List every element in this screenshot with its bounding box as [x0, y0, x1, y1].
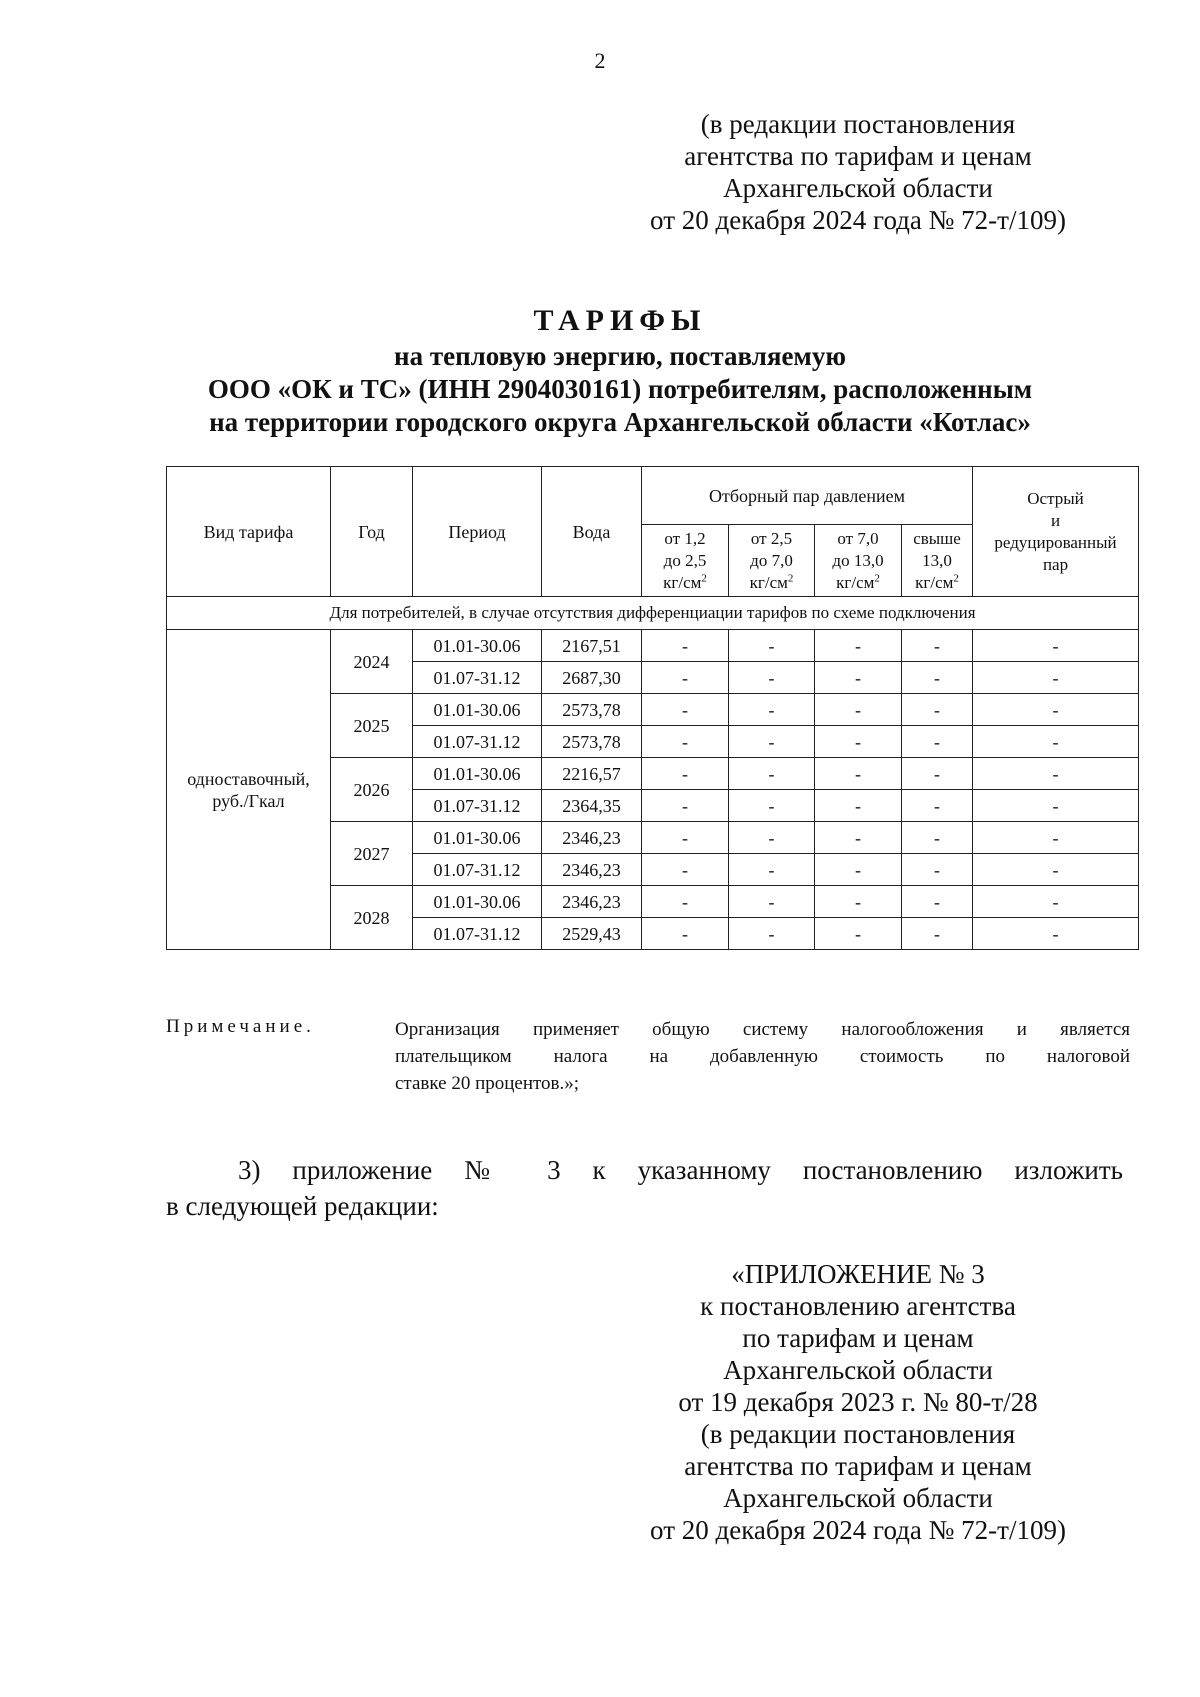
empty-value-cell: -	[815, 854, 902, 886]
appendix-line: Архангельской области	[723, 1355, 993, 1385]
period-cell: 01.07-31.12	[413, 854, 542, 886]
appendix-line: от 19 декабря 2023 г. № 80-т/28	[678, 1387, 1038, 1417]
appendix-line: к постановлению агентства	[700, 1291, 1016, 1321]
section-title: Для потребителей, в случае отсутствия дифференциации тарифов по схеме подключения	[167, 597, 1139, 630]
paragraph-line: в следующей редакции:	[166, 1191, 439, 1221]
empty-value-cell: -	[815, 758, 902, 790]
header-line: пар	[1042, 554, 1069, 574]
superscript: 2	[701, 571, 707, 584]
document-title	[120, 302, 1120, 439]
header-water: Вода	[542, 467, 642, 597]
header-period: Период	[413, 467, 542, 597]
appendix-line: (в редакции постановления	[700, 1419, 1016, 1449]
empty-value-cell: -	[902, 918, 973, 950]
header-line: до 2,5	[663, 550, 707, 570]
header-line: до 7,0	[750, 550, 793, 570]
data-rows	[167, 630, 1139, 950]
header-unit: кг/см	[749, 572, 788, 592]
appendix-header	[608, 1258, 1108, 1546]
water-cell: 2573,78	[542, 726, 642, 758]
edition-line: от 20 декабря 2024 года № 72-т/109)	[650, 205, 1066, 235]
empty-value-cell: -	[902, 758, 973, 790]
superscript: 2	[874, 571, 880, 584]
empty-value-cell: -	[729, 630, 815, 662]
water-cell: 2687,30	[542, 662, 642, 694]
empty-value-cell: -	[815, 694, 902, 726]
empty-value-cell: -	[902, 726, 973, 758]
empty-value-cell: -	[729, 790, 815, 822]
header-unit: кг/см	[836, 572, 875, 592]
note-line: плательщиком налога на добавленную стоимость по налоговой	[395, 1046, 1130, 1067]
empty-value-cell: -	[902, 790, 973, 822]
header-line: от 2,5	[750, 528, 793, 548]
header-line: от 7,0	[837, 528, 879, 548]
empty-value-cell: -	[642, 854, 729, 886]
header-year: Год	[331, 467, 413, 597]
appendix-line: Архангельской области	[723, 1483, 993, 1513]
water-cell: 2216,57	[542, 758, 642, 790]
header-pressure-1	[642, 525, 729, 597]
empty-value-cell: -	[729, 886, 815, 918]
empty-value-cell: -	[729, 662, 815, 694]
tariff-label-line: одноставочный,	[187, 768, 310, 789]
appendix-line: «ПРИЛОЖЕНИЕ № 3	[731, 1259, 985, 1289]
period-cell: 01.07-31.12	[413, 662, 542, 694]
empty-value-cell: -	[642, 726, 729, 758]
header-unit: кг/см	[663, 572, 702, 592]
period-cell: 01.07-31.12	[413, 726, 542, 758]
year-cell: 2025	[331, 694, 413, 758]
empty-value-cell: -	[973, 918, 1139, 950]
year-cell: 2024	[331, 630, 413, 694]
title-line: на территории городского округа Архангельской области «Котлас»	[209, 407, 1031, 437]
note-label: Примечание.	[166, 1016, 315, 1037]
header-unit: кг/см	[915, 572, 954, 592]
year-cell: 2027	[331, 822, 413, 886]
header-tariff-type: Вид тарифа	[167, 467, 331, 597]
tariff-type-cell	[167, 630, 331, 950]
superscript: 2	[787, 571, 794, 584]
header-pressure-2	[729, 525, 815, 597]
edition-note-top	[608, 108, 1108, 236]
empty-value-cell: -	[642, 822, 729, 854]
empty-value-cell: -	[902, 822, 973, 854]
water-cell: 2346,23	[542, 822, 642, 854]
empty-value-cell: -	[642, 758, 729, 790]
empty-value-cell: -	[902, 694, 973, 726]
empty-value-cell: -	[973, 726, 1139, 758]
year-cell: 2028	[331, 886, 413, 950]
paragraph-3	[166, 1152, 1123, 1224]
header-line: от 1,2	[664, 528, 706, 548]
empty-value-cell: -	[973, 886, 1139, 918]
header-pressure-3	[815, 525, 902, 597]
empty-value-cell: -	[729, 726, 815, 758]
empty-value-cell: -	[973, 758, 1139, 790]
note-line: ставке 20 процентов.»;	[395, 1073, 580, 1094]
period-cell: 01.01-30.06	[413, 630, 542, 662]
empty-value-cell: -	[729, 918, 815, 950]
water-cell: 2346,23	[542, 886, 642, 918]
empty-value-cell: -	[729, 694, 815, 726]
paragraph-line: 3) приложение № 3 к указанному постановлению изложить	[238, 1155, 1123, 1185]
empty-value-cell: -	[642, 790, 729, 822]
header-line: редуцированный	[994, 532, 1117, 552]
empty-value-cell: -	[815, 822, 902, 854]
empty-value-cell: -	[729, 854, 815, 886]
empty-value-cell: -	[902, 854, 973, 886]
appendix-line: от 20 декабря 2024 года № 72-т/109)	[650, 1515, 1066, 1545]
edition-line: агентства по тарифам и ценам	[684, 141, 1032, 171]
page-number: 2	[594, 48, 606, 73]
title-line: ООО «ОК и ТС» (ИНН 2904030161) потребителям, расположенным	[207, 374, 1033, 404]
period-cell: 01.01-30.06	[413, 694, 542, 726]
tariff-table	[166, 466, 1139, 950]
empty-value-cell: -	[973, 790, 1139, 822]
title-main: ТАРИФЫ	[533, 304, 707, 337]
appendix-line: по тарифам и ценам	[742, 1323, 974, 1353]
empty-value-cell: -	[642, 662, 729, 694]
title-line: на тепловую энергию, поставляемую	[394, 341, 846, 371]
note-text	[395, 1016, 1130, 1097]
empty-value-cell: -	[729, 758, 815, 790]
header-line: до 13,0	[832, 550, 884, 570]
header-line: 13,0	[922, 550, 952, 570]
period-cell: 01.01-30.06	[413, 758, 542, 790]
empty-value-cell: -	[815, 662, 902, 694]
header-sharp-steam	[973, 467, 1139, 597]
header-line: свыше	[913, 528, 961, 548]
water-cell: 2529,43	[542, 918, 642, 950]
header-pressure-4	[902, 525, 973, 597]
superscript: 2	[953, 571, 959, 584]
empty-value-cell: -	[902, 630, 973, 662]
period-cell: 01.01-30.06	[413, 886, 542, 918]
empty-value-cell: -	[902, 662, 973, 694]
water-cell: 2573,78	[542, 694, 642, 726]
empty-value-cell: -	[729, 822, 815, 854]
header-line: и	[1050, 510, 1061, 530]
empty-value-cell: -	[642, 886, 729, 918]
empty-value-cell: -	[642, 918, 729, 950]
empty-value-cell: -	[973, 662, 1139, 694]
appendix-line: агентства по тарифам и ценам	[684, 1451, 1032, 1481]
header-line: Острый	[1027, 488, 1084, 508]
tariff-label-line: руб./Гкал	[212, 790, 285, 811]
empty-value-cell: -	[973, 694, 1139, 726]
edition-line: Архангельской области	[723, 173, 993, 203]
year-cell: 2026	[331, 758, 413, 822]
edition-line: (в редакции постановления	[700, 109, 1016, 139]
empty-value-cell: -	[973, 822, 1139, 854]
empty-value-cell: -	[815, 630, 902, 662]
empty-value-cell: -	[815, 726, 902, 758]
empty-value-cell: -	[902, 886, 973, 918]
water-cell: 2167,51	[542, 630, 642, 662]
empty-value-cell: -	[973, 630, 1139, 662]
table-row	[167, 630, 1139, 662]
empty-value-cell: -	[815, 886, 902, 918]
empty-value-cell: -	[815, 790, 902, 822]
empty-value-cell: -	[815, 918, 902, 950]
period-cell: 01.07-31.12	[413, 790, 542, 822]
water-cell: 2364,35	[542, 790, 642, 822]
empty-value-cell: -	[642, 694, 729, 726]
water-cell: 2346,23	[542, 854, 642, 886]
empty-value-cell: -	[642, 630, 729, 662]
empty-value-cell: -	[973, 854, 1139, 886]
note-line: Организация применяет общую систему налогообложения и является	[395, 1019, 1130, 1040]
period-cell: 01.07-31.12	[413, 918, 542, 950]
header-selected-steam: Отборный пар давлением	[642, 467, 973, 525]
period-cell: 01.01-30.06	[413, 822, 542, 854]
